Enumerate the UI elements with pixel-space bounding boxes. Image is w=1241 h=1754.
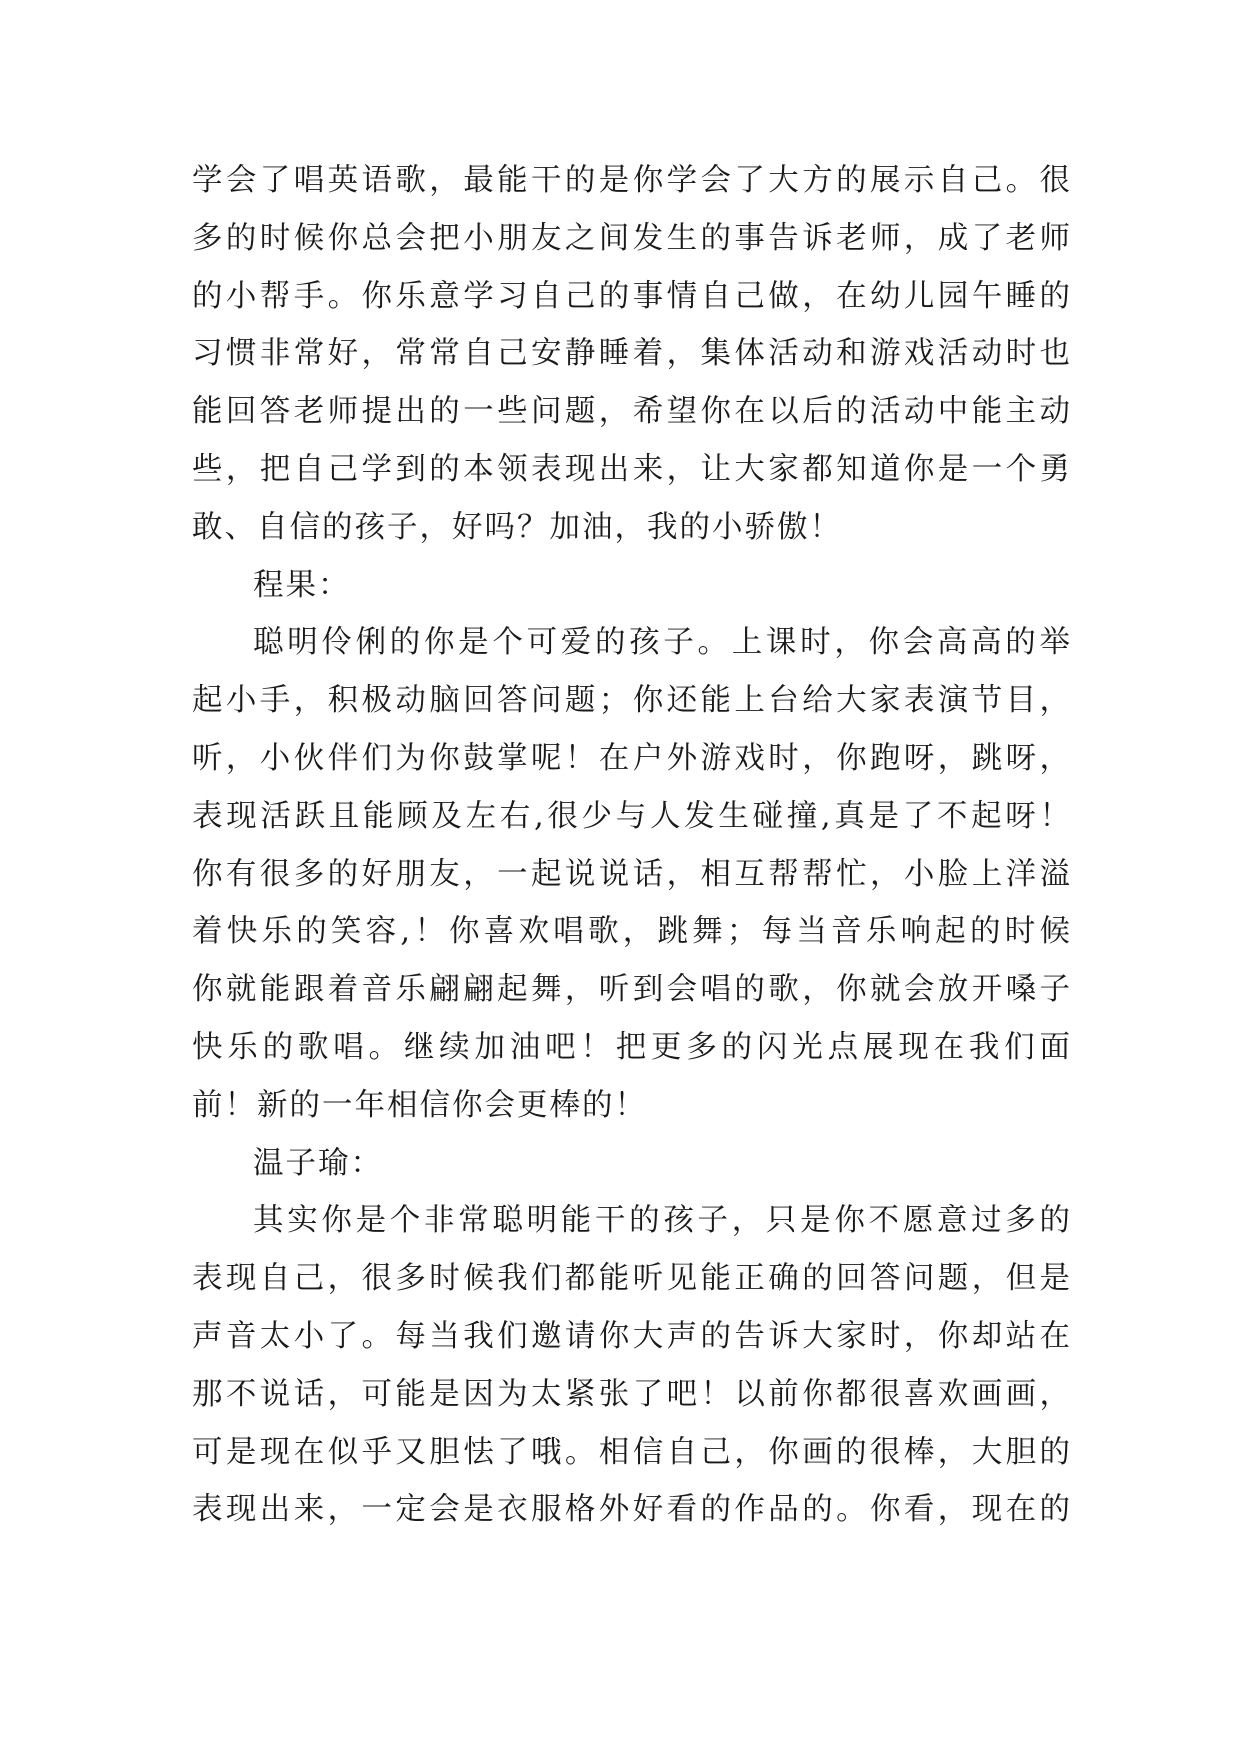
student-name-heading: 温子瑜： — [253, 1145, 383, 1181]
paragraph-line: 其实你是个非常聪明能干的孩子，只是你不愿意过多的 — [253, 1203, 1072, 1239]
document-body — [192, 152, 1072, 1539]
paragraph-line: 表现自己，很多时候我们都能听见能正确的回答问题，但是 — [192, 1261, 1072, 1297]
paragraph-line: 可是现在似乎又胆怯了哦。相信自己，你画的很棒，大胆的 — [192, 1434, 1072, 1470]
paragraph-line: 声音太小了。每当我们邀请你大声的告诉大家时，你却站在 — [192, 1318, 1072, 1354]
paragraph-line: 你有很多的好朋友，一起说说话，相互帮帮忙，小脸上洋溢 — [192, 856, 1072, 892]
paragraph-line: 着快乐的笑容,！你喜欢唱歌，跳舞；每当音乐响起的时候 — [192, 914, 1072, 950]
paragraph-line: 些，把自己学到的本领表现出来，让大家都知道你是一个勇 — [192, 451, 1072, 487]
paragraph-line: 前！新的一年相信你会更棒的！ — [192, 1087, 647, 1123]
paragraph-line: 表现活跃且能顾及左右,很少与人发生碰撞,真是了不起呀！ — [192, 798, 1072, 834]
paragraph-line: 快乐的歌唱。继续加油吧！把更多的闪光点展现在我们面 — [192, 1029, 1072, 1065]
paragraph-line: 学会了唱英语歌，最能干的是你学会了大方的展示自己。很 — [192, 163, 1072, 198]
paragraph-line: 的小帮手。你乐意学习自己的事情自己做，在幼儿园午睡的 — [192, 278, 1072, 314]
paragraph-line: 起小手，积极动脑回答问题；你还能上台给大家表演节目， — [192, 683, 1072, 719]
paragraph-line: 表现出来，一定会是衣服格外好看的作品的。你看，现在的 — [192, 1492, 1072, 1528]
student-name-heading: 程果： — [253, 567, 351, 603]
paragraph-line: 能回答老师提出的一些问题，希望你在以后的活动中能主动 — [192, 394, 1072, 430]
paragraph-line: 你就能跟着音乐翩翩起舞，听到会唱的歌，你就会放开嗓子 — [192, 972, 1072, 1008]
paragraph-line: 习惯非常好，常常自己安静睡着，集体活动和游戏活动时也 — [192, 336, 1072, 372]
paragraph-line: 听，小伙伴们为你鼓掌呢！在户外游戏时，你跑呀，跳呀， — [192, 740, 1072, 776]
paragraph-line: 那不说话，可能是因为太紧张了吧！以前你都很喜欢画画， — [192, 1376, 1072, 1412]
paragraph-line: 敢、自信的孩子，好吗？加油，我的小骄傲！ — [192, 509, 842, 545]
paragraph-line: 聪明伶俐的你是个可爱的孩子。上课时，你会高高的举 — [253, 625, 1072, 661]
paragraph-line: 多的时候你总会把小朋友之间发生的事告诉老师，成了老师 — [192, 220, 1072, 256]
